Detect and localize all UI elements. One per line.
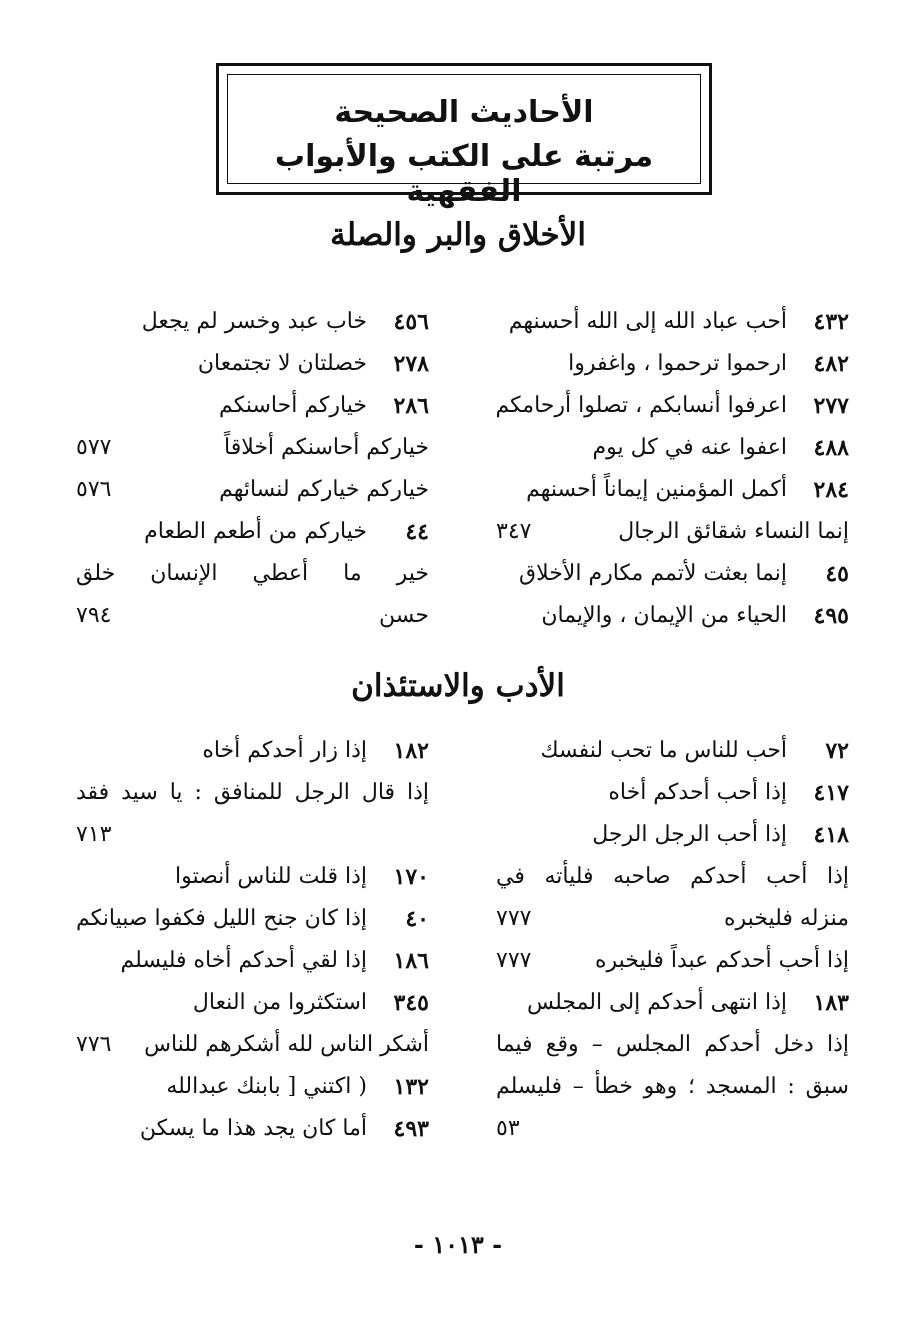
- page-ref: ٥٧٦: [76, 477, 112, 502]
- index-entry: [496, 519, 849, 557]
- index-entry: [76, 906, 429, 944]
- hadith-number: ١٨٣: [813, 990, 849, 1016]
- hadith-number: ٣٤٥: [393, 990, 429, 1016]
- hadith-number: ٤٣٢: [813, 309, 849, 335]
- hadith-number: ٤١٨: [813, 822, 849, 848]
- hadith-text: إذا أحب أحدكم عبداً فليخبره: [594, 948, 849, 973]
- index-entry: [496, 1116, 849, 1154]
- hadith-text: إذا أحب أحدكم أخاه: [608, 780, 787, 805]
- hadith-text: سبق : المسجد ؛ وهو خطأ – فليسلم: [496, 1074, 849, 1099]
- page-ref: ٧١٣: [76, 822, 112, 847]
- hadith-number: ٢٧٨: [393, 351, 429, 377]
- index-entry: [76, 1032, 429, 1070]
- hadith-number: ٤٩٣: [393, 1116, 429, 1142]
- hadith-text: حسن: [379, 603, 429, 628]
- hadith-number: ٤٥: [825, 561, 849, 587]
- index-entry: [76, 561, 429, 599]
- hadith-number: ٧٢: [825, 738, 849, 764]
- index-entry: [496, 477, 849, 515]
- index-entry: [496, 351, 849, 389]
- index-entry: [496, 1032, 849, 1070]
- index-entry: [76, 603, 429, 641]
- index-entry: [76, 351, 429, 389]
- page-ref: ٧٧٦: [76, 1032, 112, 1057]
- hadith-text: خياركم من أطعم الطعام: [144, 519, 367, 544]
- hadith-text: إذا قلت للناس أنصتوا: [174, 864, 367, 889]
- section-title-akhlaq: الأخلاق والبر والصلة: [330, 217, 586, 253]
- hadith-text: ( اكتني [ بابنك عبدالله: [166, 1074, 367, 1099]
- index-entry: [76, 990, 429, 1028]
- hadith-number: ٤٠: [405, 906, 429, 932]
- hadith-number: ٤١٧: [813, 780, 849, 806]
- index-entry: [76, 822, 429, 860]
- hadith-text: ارحموا ترحموا ، واغفروا: [568, 351, 787, 376]
- index-entry: [76, 519, 429, 557]
- hadith-text: إذا دخل أحدكم المجلس – وقع فيما: [496, 1032, 849, 1057]
- hadith-text: أشكر الناس لله أشكرهم للناس: [144, 1032, 429, 1057]
- hadith-text: إذا قال الرجل للمنافق : يا سيد فقد: [76, 780, 429, 805]
- book-subtitle: مرتبة على الكتب والأبواب الفقهية: [274, 139, 654, 209]
- page-ref: ٥٧٧: [76, 435, 112, 460]
- hadith-number: ٢٧٧: [813, 393, 849, 419]
- index-entry: [496, 822, 849, 860]
- hadith-number: ٤٨٢: [813, 351, 849, 377]
- book-title: الأحاديث الصحيحة: [334, 95, 594, 130]
- page-ref: ٥٣: [496, 1116, 520, 1141]
- index-entry: [496, 603, 849, 641]
- index-entry: [496, 948, 849, 986]
- page-ref: ٧٧٧: [496, 948, 532, 973]
- page-number: - ١٠١٣ -: [413, 1230, 503, 1259]
- index-entry: [496, 309, 849, 347]
- index-entry: [496, 561, 849, 599]
- hadith-text: إذا أحب أحدكم صاحبه فليأته في: [496, 864, 849, 889]
- index-entry: [76, 948, 429, 986]
- hadith-number: ١٧٠: [393, 864, 429, 890]
- hadith-number: ٤٨٨: [813, 435, 849, 461]
- hadith-text: إذا أحب الرجل الرجل: [592, 822, 787, 847]
- hadith-text: أحب عباد الله إلى الله أحسنهم: [508, 309, 787, 334]
- hadith-text: خاب عبد وخسر لم يجعل: [141, 309, 367, 334]
- hadith-number: ٤٥٦: [393, 309, 429, 335]
- index-entry: [496, 990, 849, 1028]
- hadith-text: إنما بعثت لأتمم مكارم الأخلاق: [519, 561, 787, 586]
- index-entry: [496, 780, 849, 818]
- index-entry: [76, 435, 429, 473]
- index-entry: [496, 906, 849, 944]
- title-box: [216, 63, 712, 209]
- hadith-text: إنما النساء شقائق الرجال: [618, 519, 849, 544]
- hadith-text: اعفوا عنه في كل يوم: [592, 435, 787, 460]
- hadith-text: إذا لقي أحدكم أخاه فليسلم: [120, 948, 367, 973]
- index-entry: [496, 435, 849, 473]
- hadith-text: أكمل المؤمنين إيماناً أحسنهم: [526, 477, 787, 502]
- index-entry: [496, 1074, 849, 1112]
- index-entry: [76, 1116, 429, 1154]
- hadith-number: ٤٩٥: [813, 603, 849, 629]
- hadith-number: ١٨٢: [393, 738, 429, 764]
- title-inner-frame: [227, 74, 701, 209]
- hadith-text: خير ما أعطي الإنسان خلق: [76, 561, 429, 586]
- hadith-number: ٢٨٦: [393, 393, 429, 419]
- hadith-text: خياركم أحاسنكم: [219, 393, 367, 418]
- hadith-text: أما كان يجد هذا ما يسكن: [139, 1116, 367, 1141]
- hadith-text: منزله فليخبره: [724, 906, 849, 931]
- index-entry: [76, 393, 429, 431]
- index-entry: [76, 738, 429, 776]
- hadith-text: إذا زار أحدكم أخاه: [202, 738, 367, 763]
- page-ref: ٧٩٤: [76, 603, 112, 628]
- index-entry: [76, 477, 429, 515]
- index-entry: [496, 864, 849, 902]
- hadith-text: إذا انتهى أحدكم إلى المجلس: [527, 990, 787, 1015]
- index-entry: [76, 1074, 429, 1112]
- index-entry: [76, 309, 429, 347]
- hadith-text: خياركم خياركم لنسائهم: [219, 477, 429, 502]
- hadith-number: ١٨٦: [393, 948, 429, 974]
- index-entry: [76, 780, 429, 818]
- index-entry: [76, 864, 429, 902]
- hadith-number: ١٣٢: [393, 1074, 429, 1100]
- index-entry: [496, 738, 849, 776]
- index-entry: [496, 393, 849, 431]
- hadith-text: خياركم أحاسنكم أخلاقاً: [223, 435, 429, 460]
- hadith-text: خصلتان لا تجتمعان: [197, 351, 367, 376]
- hadith-number: ٢٨٤: [813, 477, 849, 503]
- page-ref: ٣٤٧: [496, 519, 532, 544]
- hadith-text: إذا كان جنح الليل فكفوا صبيانكم: [75, 906, 367, 931]
- hadith-text: الحياء من الإيمان ، والإيمان: [541, 603, 787, 628]
- hadith-number: ٤٤: [405, 519, 429, 545]
- hadith-text: اعرفوا أنسابكم ، تصلوا أرحامكم: [495, 393, 787, 418]
- hadith-text: أحب للناس ما تحب لنفسك: [540, 738, 787, 763]
- page-ref: ٧٧٧: [496, 906, 532, 931]
- hadith-text: استكثروا من النعال: [192, 990, 367, 1015]
- section-title-adab: الأدب والاستئذان: [351, 668, 565, 704]
